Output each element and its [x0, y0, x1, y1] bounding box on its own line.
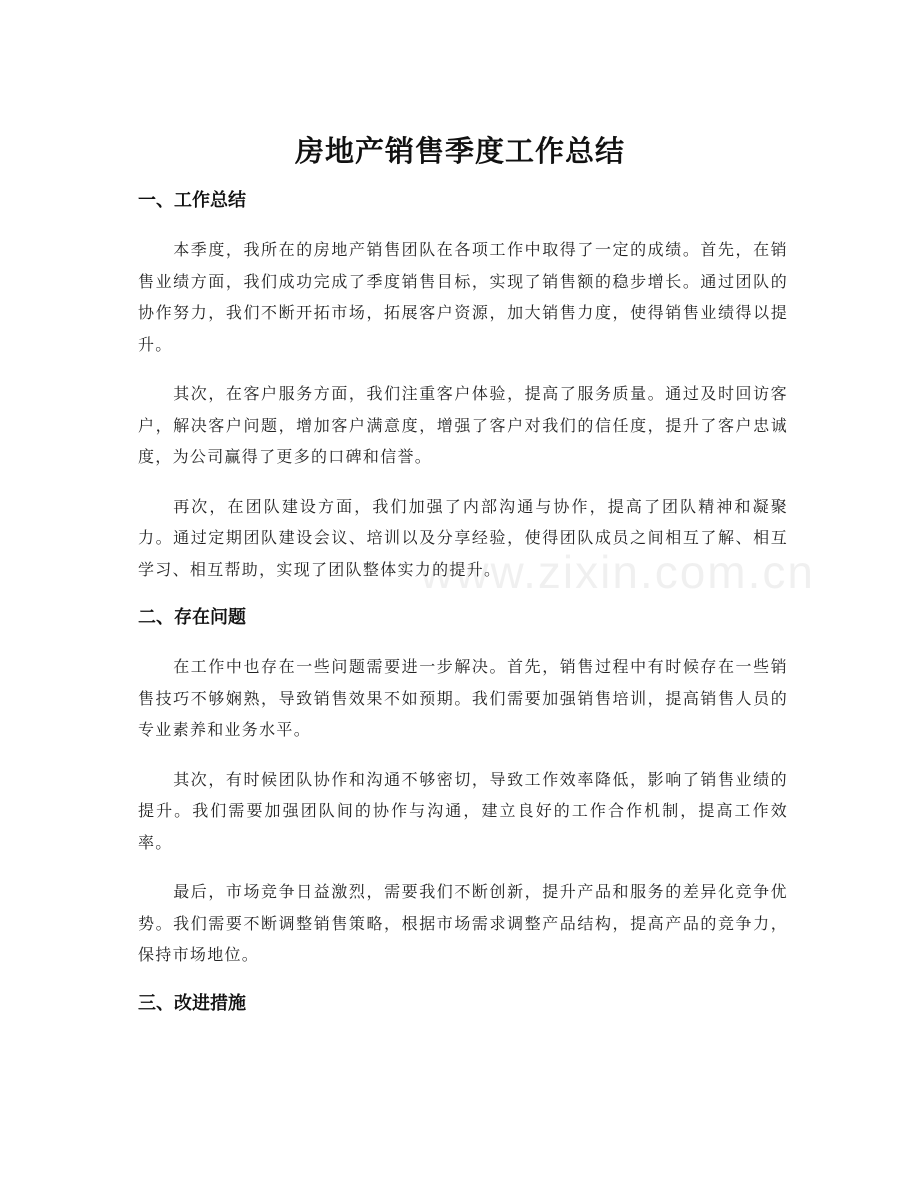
section-heading-improvements: 三、改进措施 [138, 992, 246, 1014]
section-heading-issues: 二、存在问题 [138, 607, 246, 628]
watermark: www.zixin.com.cn [420, 546, 815, 598]
paragraph: 其次，在客户服务方面，我们注重客户体验，提高了服务质量。通过及时回访客户，解决客户问题，增加客户满意度，增强了客户对我们的信任度，提升了客户忠诚度，为公司赢得了更多的口碑和信誉。 [138, 384, 788, 466]
document-body [138, 186, 788, 1019]
section-heading-summary: 一、工作总结 [138, 190, 246, 211]
paragraph: 本季度，我所在的房地产销售团队在各项工作中取得了一定的成绩。首先，在销售业绩方面，我们成功完成了季度销售目标，实现了销售额的稳步增长。通过团队的协作努力，我们不断开拓市场，拓展客户资源，加大销售力度，使得销售业绩得以提升。 [138, 240, 788, 354]
paragraph: 其次，有时候团队协作和沟通不够密切，导致工作效率降低，影响了销售业绩的提升。我们需要加强团队间的协作与沟通，建立良好的工作合作机制，提高工作效率。 [138, 769, 788, 852]
paragraph: 最后，市场竞争日益激烈，需要我们不断创新，提升产品和服务的差异化竞争优势。我们需要不断调整销售策略，根据市场需求调整产品结构，提高产品的竞争力，保持市场地位。 [138, 882, 788, 964]
paragraph: 再次，在团队建设方面，我们加强了内部沟通与协作，提高了团队精神和凝聚力。通过定期团队建设会议、培训以及分享经验，使得团队成员之间相互了解、相互学习、相互帮助，实现了团队整体实力的提升。 [138, 496, 788, 579]
document-title: 房地产销售季度工作总结 [294, 134, 625, 169]
paragraph: 在工作中也存在一些问题需要进一步解决。首先，销售过程中有时候存在一些销售技巧不够娴熟，导致销售效果不如预期。我们需要加强销售培训，提高销售人员的专业素养和业务水平。 [138, 657, 788, 739]
